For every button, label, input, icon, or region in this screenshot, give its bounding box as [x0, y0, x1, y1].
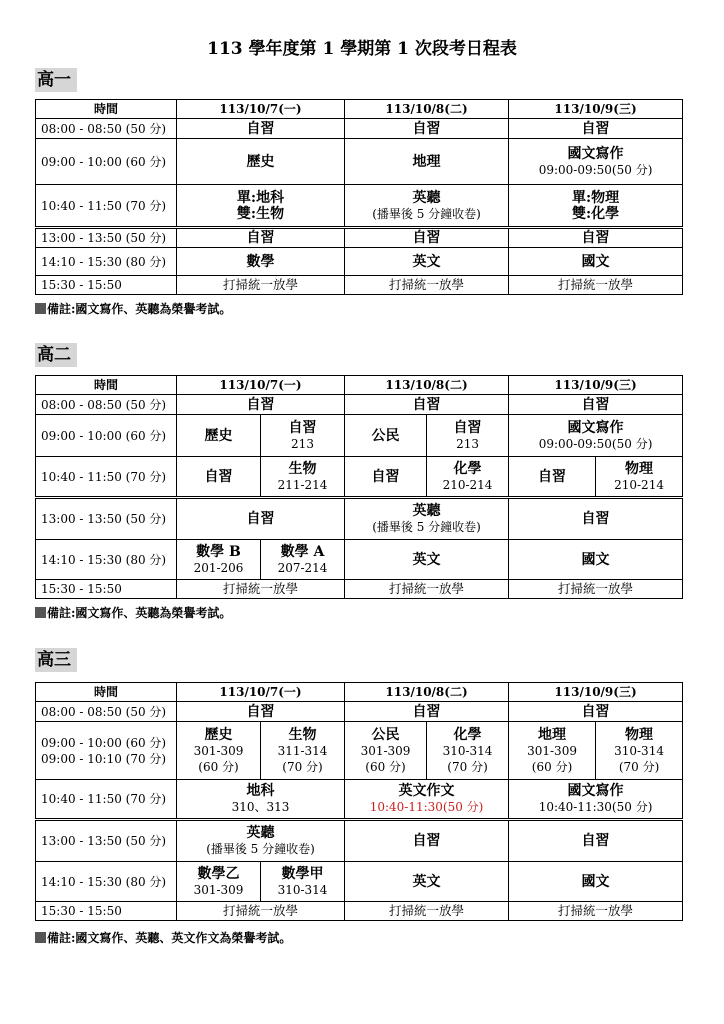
exam-cell: 打掃統一放學: [345, 580, 509, 599]
exam-cell: 打掃統一放學: [345, 276, 509, 295]
exam-cell: [345, 498, 509, 540]
time-header: 時間: [36, 376, 177, 395]
note-marker-icon: [35, 303, 46, 314]
exam-cell: 物理 310-314 (70 分): [596, 722, 683, 780]
subject: 國文寫作: [567, 783, 624, 799]
grade-2-note: 備註:國文寫作、英聽為榮譽考試。: [35, 604, 231, 621]
note-marker-icon: [35, 607, 46, 618]
exam-cell: 打掃統一放學: [177, 580, 345, 599]
subject: 雙:生物: [236, 205, 285, 222]
room: 207-214: [277, 560, 328, 575]
subject: 雙:化學: [571, 205, 620, 222]
subject: 單:地科: [236, 189, 285, 206]
exam-note: (播畢後 5 分鐘收卷): [206, 842, 315, 856]
grade-1-note: 備註:國文寫作、英聽為榮譽考試。: [35, 300, 231, 317]
exam-cell: 自習: [509, 820, 683, 862]
time-slot: 13:00 - 13:50 (50 分): [36, 498, 177, 540]
time-slot: 08:00 - 08:50 (50 分): [36, 395, 177, 415]
time-slot: 13:00 - 13:50 (50 分): [36, 820, 177, 862]
date-header: 113/10/9(三): [509, 376, 683, 395]
exam-cell: 地理: [345, 139, 509, 185]
exam-cell: 自習: [177, 457, 261, 498]
exam-cell: [177, 780, 345, 820]
subject: 數學 B: [196, 543, 241, 560]
room: 310、313: [231, 800, 290, 814]
exam-cell: [345, 780, 509, 820]
exam-cell: 自習: [177, 228, 345, 248]
time-slot: 14:10 - 15:30 (80 分): [36, 540, 177, 580]
grade-1-label: 高一: [35, 68, 77, 92]
exam-time: 10:40-11:30(50 分): [538, 800, 653, 814]
exam-note: (播畢後 5 分鐘收卷): [372, 520, 481, 534]
time-slot: 10:40 - 11:50 (70 分): [36, 185, 177, 228]
exam-cell: 歷史: [177, 139, 345, 185]
subject: 地科: [246, 783, 275, 799]
exam-cell: 自習: [509, 457, 596, 498]
exam-cell: 自習: [509, 395, 683, 415]
date-header: 113/10/9(三): [509, 683, 683, 702]
exam-cell: [177, 862, 261, 902]
room: 213: [456, 436, 479, 451]
time-slot: 08:00 - 08:50 (50 分): [36, 702, 177, 722]
subject: 數學甲: [281, 865, 324, 882]
date-header: 113/10/7(一): [177, 683, 345, 702]
exam-cell: 歷史 301-309 (60 分): [177, 722, 261, 780]
date-header: 113/10/8(二): [345, 376, 509, 395]
page-title: 113 學年度第 1 學期第 1 次段考日程表: [207, 39, 517, 59]
time-slot: 09:00 - 10:00 (60 分): [36, 415, 177, 457]
date-header: 113/10/7(一): [177, 376, 345, 395]
exam-cell: 公民 301-309 (60 分): [345, 722, 427, 780]
exam-cell: 國文: [509, 248, 683, 276]
time-slot: 10:40 - 11:50 (70 分): [36, 457, 177, 498]
exam-cell: 自習: [177, 702, 345, 722]
exam-cell: [261, 415, 345, 457]
exam-cell: 英文: [345, 540, 509, 580]
exam-cell: [509, 415, 683, 457]
exam-cell: 打掃統一放學: [345, 902, 509, 921]
exam-cell: 國文: [509, 862, 683, 902]
time-slot: 13:00 - 13:50 (50 分): [36, 228, 177, 248]
subject: 英聽: [412, 503, 441, 519]
subject: 自習: [453, 419, 482, 436]
exam-cell: [427, 457, 509, 498]
date-header: 113/10/8(二): [345, 100, 509, 119]
exam-cell: 自習: [509, 702, 683, 722]
exam-cell: [596, 457, 683, 498]
time-slot: 14:10 - 15:30 (80 分): [36, 862, 177, 902]
exam-cell: [509, 185, 683, 228]
exam-cell: 英文: [345, 862, 509, 902]
room: 210-214: [614, 477, 664, 492]
exam-cell: 自習: [509, 119, 683, 139]
exam-cell: 打掃統一放學: [509, 902, 683, 921]
subject: 自習: [288, 419, 317, 436]
exam-cell: 自習: [345, 702, 509, 722]
subject: 英文作文: [398, 783, 455, 799]
exam-time: 09:00-09:50(50 分): [538, 162, 653, 177]
room: 211-214: [277, 477, 328, 492]
note-marker-icon: [35, 932, 46, 943]
subject: 數學 A: [280, 543, 325, 560]
exam-cell: 英文: [345, 248, 509, 276]
date-header: 113/10/9(三): [509, 100, 683, 119]
exam-cell: 自習: [345, 457, 427, 498]
time-slot: 15:30 - 15:50: [36, 276, 177, 295]
exam-note: (播畢後 5 分鐘收卷): [372, 206, 481, 221]
time-header: 時間: [36, 683, 177, 702]
exam-cell: [261, 540, 345, 580]
exam-cell: 自習: [177, 119, 345, 139]
time-slot: 09:00 - 10:00 (60 分): [36, 139, 177, 185]
subject: 國文寫作: [567, 419, 624, 436]
grade-3-label: 高三: [35, 648, 77, 672]
subject: 英聽: [412, 189, 441, 206]
grade-1-schedule: [35, 99, 683, 295]
exam-cell: [261, 457, 345, 498]
exam-cell: [177, 185, 345, 228]
exam-cell: 歷史: [177, 415, 261, 457]
exam-cell: 自習: [177, 498, 345, 540]
time-slot: 08:00 - 08:50 (50 分): [36, 119, 177, 139]
exam-cell: 數學: [177, 248, 345, 276]
exam-cell: [509, 780, 683, 820]
exam-cell: 自習: [345, 820, 509, 862]
exam-cell: 打掃統一放學: [509, 580, 683, 599]
subject: 英聽: [246, 825, 275, 841]
subject: 物理: [625, 460, 654, 477]
exam-cell: 自習: [345, 228, 509, 248]
room: 310-314: [277, 882, 328, 897]
time-slot: 15:30 - 15:50: [36, 902, 177, 921]
exam-cell: 自習: [509, 498, 683, 540]
exam-cell: 打掃統一放學: [177, 902, 345, 921]
exam-cell: [177, 820, 345, 862]
exam-cell: 化學 310-314 (70 分): [427, 722, 509, 780]
date-header: 113/10/7(一): [177, 100, 345, 119]
time-slot: 14:10 - 15:30 (80 分): [36, 248, 177, 276]
exam-cell: 生物 311-314 (70 分): [261, 722, 345, 780]
time-slot: 15:30 - 15:50: [36, 580, 177, 599]
exam-cell: 自習: [177, 395, 345, 415]
exam-cell: 打掃統一放學: [177, 276, 345, 295]
exam-cell: 地理 301-309 (60 分): [509, 722, 596, 780]
grade-2-label: 高二: [35, 343, 77, 367]
exam-cell: 自習: [345, 119, 509, 139]
exam-cell: [427, 415, 509, 457]
time-slot: 10:40 - 11:50 (70 分): [36, 780, 177, 820]
exam-cell: [345, 185, 509, 228]
subject: 化學: [453, 460, 482, 477]
exam-cell: 自習: [345, 395, 509, 415]
room: 301-309: [193, 882, 244, 897]
exam-cell: 國文: [509, 540, 683, 580]
grade-3-note: 備註:國文寫作、英聽、英文作文為榮譽考試。: [35, 929, 291, 946]
exam-cell: 公民: [345, 415, 427, 457]
exam-cell: 打掃統一放學: [509, 276, 683, 295]
room: 210-214: [442, 477, 493, 492]
exam-time: 09:00-09:50(50 分): [538, 436, 653, 451]
room: 201-206: [193, 560, 244, 575]
subject: 生物: [288, 460, 317, 477]
time-header: 時間: [36, 100, 177, 119]
room: 213: [291, 436, 314, 451]
subject: 單:物理: [571, 189, 620, 206]
subject: 國文寫作: [567, 145, 624, 162]
grade-3-schedule: [35, 682, 683, 921]
exam-cell: [509, 139, 683, 185]
exam-cell: 自習: [509, 228, 683, 248]
subject: 數學乙: [197, 865, 240, 882]
grade-2-schedule: [35, 375, 683, 599]
exam-time: 10:40-11:30(50 分): [369, 800, 484, 814]
exam-cell: [261, 862, 345, 902]
date-header: 113/10/8(二): [345, 683, 509, 702]
exam-cell: [177, 540, 261, 580]
time-slot: 09:00 - 10:00 (60 分) 09:00 - 10:10 (70 分): [36, 722, 177, 780]
